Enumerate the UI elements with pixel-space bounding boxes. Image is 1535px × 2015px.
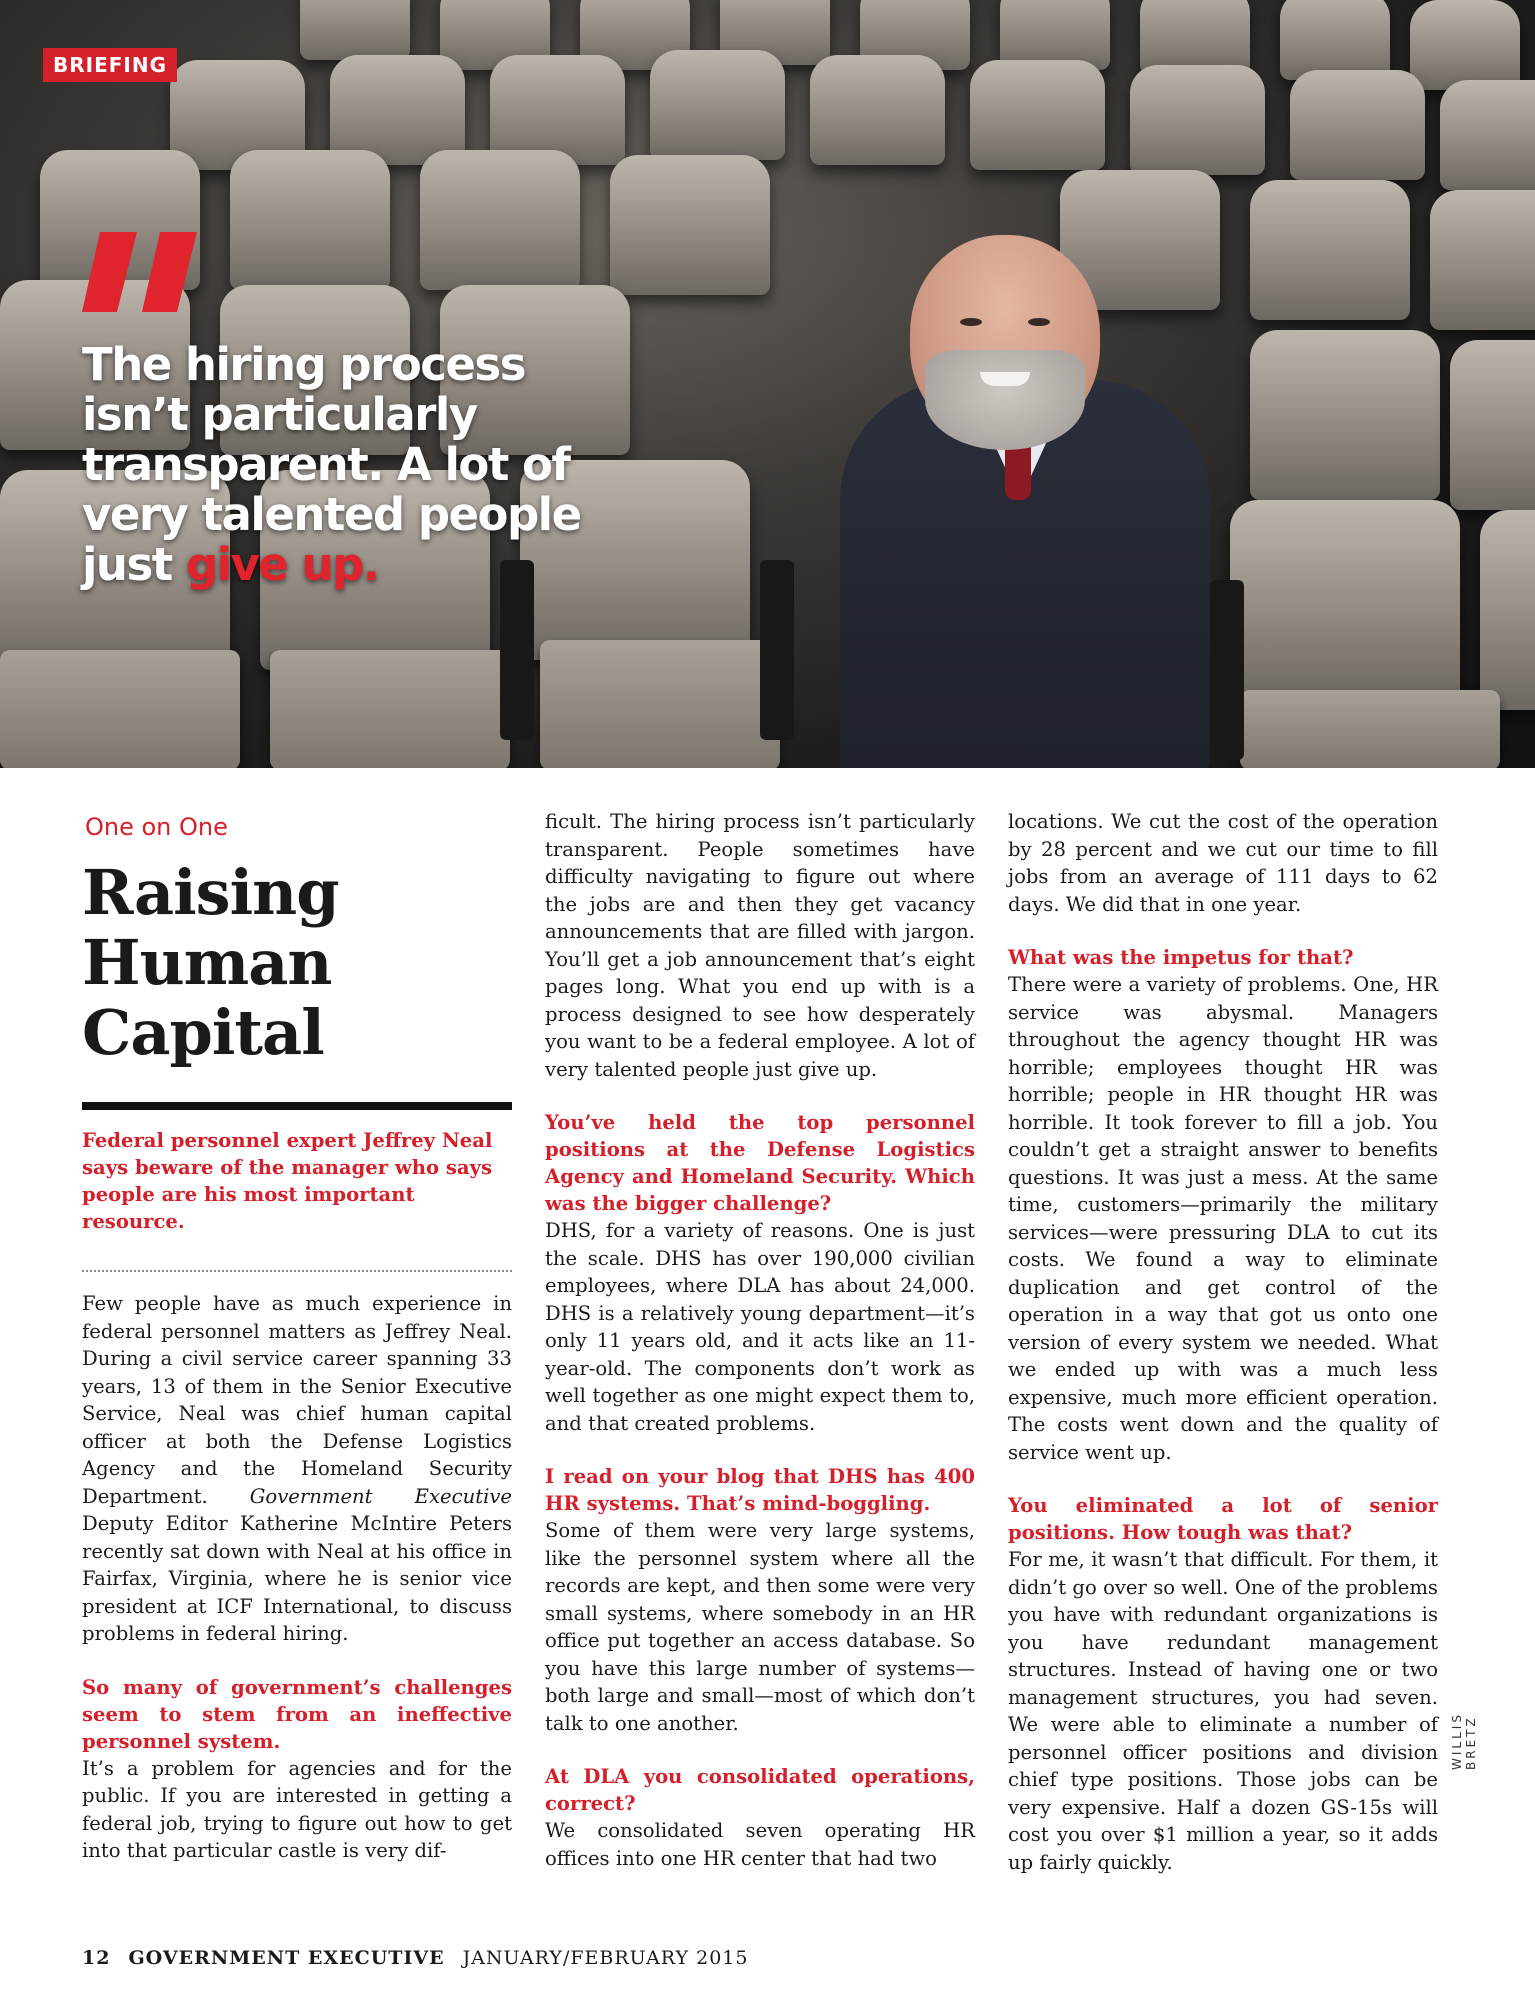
quote-mark-icon [82, 232, 197, 312]
headline-rule [82, 1102, 512, 1110]
question: You’ve held the top personnel positions at the Defense Logistics Agency and Homeland Security. Which was the bigger challenge? [545, 1111, 975, 1215]
answer: ficult. The hiring process isn’t particularly transparent. People sometimes have difficulty navigating to figure out where the jobs are and then they get vacancy announcements that are filled with jargon. You’ll get a job announcement that’s eight pages long. What you end up with is a process designed to see how desperately you want to be a federal employee. A lot of very talented people just give up. [545, 810, 975, 1081]
question: What was the impetus for that? [1008, 946, 1354, 969]
answer: We consolidated seven operating HR offices into one HR center that had two [545, 1819, 975, 1870]
page-footer [82, 1947, 766, 1969]
person-portrait [800, 230, 1220, 768]
question: So many of government’s challenges seem to stem from an ineffective personnel system. [82, 1675, 512, 1753]
column-2 [545, 808, 975, 1872]
answer: locations. We cut the cost of the operation by 28 percent and we cut our time to fill jobs from an average of 111 days to 62 days. We did that in one year. [1008, 810, 1438, 916]
pull-quote-text: The hiring process isn’t particularly transparent. A lot of very talented people just [82, 338, 581, 591]
column-1 [82, 1290, 512, 1865]
answer: Some of them were very large systems, like the personnel system where all the records are kept, and then some were very small systems, where somebody in an HR office put together an access database. So you have this large number of systems—both large and small—most of which don’t talk to one another. [545, 1519, 975, 1735]
answer: DHS, for a variety of reasons. One is just the scale. DHS has over 190,000 civilian employees, where DLA has about 24,000. DHS is a relatively young department—it’s only 11 years old, and it acts like an 11-year-old. The components don’t work as well together as one might expect them to, and that created problems. [545, 1219, 975, 1435]
issue-date: JANUARY/FEBRUARY 2015 [462, 1947, 749, 1969]
answer: It’s a problem for agencies and for the public. If you are interested in getting a federal job, trying to figure out how to get into that particular castle is very dif- [82, 1756, 512, 1862]
question: I read on your blog that DHS has 400 HR systems. That’s mind-boggling. [545, 1465, 975, 1515]
answer: For me, it wasn’t that difficult. For them, it didn’t go over so well. One of the problems you have with redundant organizations is you have redundant management structures. Instead of having one or two management structures, you had seven. We were able to eliminate a number of personnel officer positions and division chief type positions. Those jobs can be very expensive. Half a dozen GS-15s will cost you over $1 million a year, so it adds up fairly quickly. [1008, 1548, 1438, 1874]
deck-divider [82, 1270, 512, 1272]
kicker: One on One [85, 813, 228, 841]
question: You eliminated a lot of senior positions. How tough was that? [1008, 1494, 1438, 1544]
column-3 [1008, 808, 1438, 1876]
publication-title: GOVERNMENT EXECUTIVE [128, 1947, 445, 1969]
article-headline: Raising Human Capital [82, 856, 339, 1069]
question: At DLA you consolidated operations, correct? [545, 1765, 975, 1815]
article-deck: Federal personnel expert Jeffrey Neal says beware of the manager who says people are his most important resource. [82, 1129, 493, 1233]
photo-credit: WILLIS BRETZ [1450, 1712, 1478, 1770]
publication-name: Government Executive [249, 1484, 512, 1508]
section-badge: BRIEFING [43, 48, 177, 82]
pull-quote [82, 340, 582, 590]
page-number: 12 [82, 1947, 111, 1969]
pull-quote-highlight: give up. [185, 538, 379, 591]
answer: There were a variety of problems. One, HR service was abysmal. Managers throughout the agency thought HR was horrible; employees thought HR was horrible; people in HR thought HR was horrible. It took forever to fill a job. You couldn’t get a straight answer to benefits questions. It was just a mess. At the same time, customers—primarily the military services—were pressuring DLA to cut its costs. We found a way to eliminate duplication and get control of the operation in a way that got us onto one version of every system we needed. What we ended up with was a much less expensive, much more efficient operation. The costs went down and the quality of service went up. [1008, 973, 1438, 1464]
intro-paragraph: Few people have as much experience in federal personnel matters as Jeffrey Neal. During a civil service career spanning 33 years, 13 of them in the Senior Executive Service, Neal was chief human capital officer at both the Defense Logistics Agency and the Homeland Security Department. Government Executive Deputy Editor Katherine McIntire Peters recently sat down with Neal at his office in Fairfax, Virginia, where he is senior vice president at ICF International, to discuss problems in federal hiring. [82, 1292, 512, 1645]
